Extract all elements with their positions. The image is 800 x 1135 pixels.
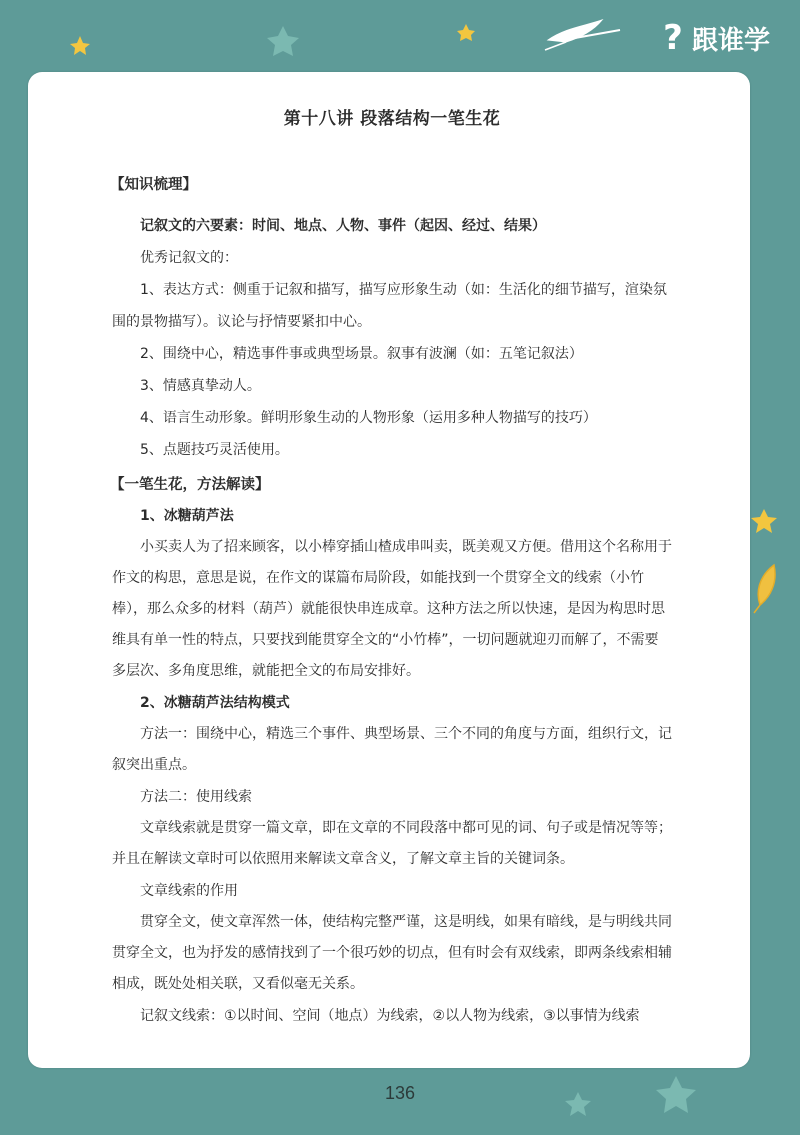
six-elements-line: 记叙文的六要素：时间、地点、人物、事件（起因、经过、结果） bbox=[140, 218, 546, 234]
star-icon bbox=[267, 26, 299, 56]
section-heading-knowledge: 【知识梳理】 bbox=[110, 177, 197, 193]
section-heading-method: 【一笔生花，方法解读】 bbox=[110, 477, 270, 493]
page-title: 第十八讲 段落结构一笔生花 bbox=[283, 109, 501, 129]
top-band bbox=[0, 0, 800, 70]
knowledge-item-2: 2、围绕中心，精选事件事或典型场景。叙事有波澜（如：五笔记叙法） bbox=[140, 346, 583, 362]
knowledge-item-3: 3、情感真挚动人。 bbox=[140, 378, 261, 394]
subheading-method-2: 2、冰糖葫芦法结构模式 bbox=[140, 695, 290, 711]
method-paragraph-1: 小买卖人为了招来顾客，以小棒穿插山楂成串叫卖，既美观又方便。借用这个名称用于作文的构思，意思是说，在作文的谋篇布局阶段，如能找到一个贯穿全文的线索（小竹棒），那么众多的材料（葫芦）就能很快串连成章。这种方法之所以快速，是因为构思时思维具有单一性的特点，只要找到能贯穿全文的“小竹棒”，一切问题就迎刃而解了，不需要多层次、多角度思维，就能把全文的布局安排好。 bbox=[112, 539, 672, 679]
page-number: 136 bbox=[384, 1083, 416, 1103]
knowledge-item-1: 1、表达方式：侧重于记叙和描写，描写应形象生动（如：生活化的细节描写，渲染氛围的景物描写）。议论与抒情要紧扣中心。 bbox=[112, 282, 667, 330]
subheading-method-1: 1、冰糖葫芦法 bbox=[140, 508, 234, 524]
knowledge-item-4: 4、语言生动形象。鲜明形象生动的人物形象（运用多种人物描写的技巧） bbox=[140, 410, 597, 426]
method-paragraph-3: 方法二：使用线索 bbox=[140, 789, 252, 805]
knowledge-item-5: 5、点题技巧灵活使用。 bbox=[140, 442, 289, 458]
page-content bbox=[112, 98, 672, 1032]
method-paragraph-6: 贯穿全文，使文章浑然一体，使结构完整严谨，这是明线，如果有暗线，是与明线共同贯穿全文，也为抒发的感情找到了一个很巧妙的切点，但有时会有双线索，即两条线索相辅相成，既处处相关联，又看似毫无关系。 bbox=[112, 914, 672, 992]
method-paragraph-7: 记叙文线索：①以时间、空间（地点）为线索，②以人物为线索，③以事情为线索 bbox=[140, 1008, 640, 1024]
star-icon bbox=[70, 36, 90, 55]
question-mark-icon: ? bbox=[663, 18, 683, 58]
crane-icon bbox=[545, 20, 620, 50]
feather-icon bbox=[754, 565, 775, 613]
side-decorations bbox=[748, 505, 788, 615]
brand-name: 跟谁学 bbox=[691, 25, 770, 56]
method-paragraph-4: 文章线索就是贯穿一篇文章，即在文章的不同段落中都可见的词、句子或是情况等等；并且在解读文章时可以依照用来解读文章含义，了解文章主旨的关键词条。 bbox=[112, 820, 672, 867]
method-paragraph-5: 文章线索的作用 bbox=[140, 883, 238, 899]
brand-logo bbox=[656, 20, 770, 56]
star-icon bbox=[751, 509, 777, 533]
method-paragraph-2: 方法一：围绕中心，精选三个事件、典型场景、三个不同的角度与方面，组织行文，记叙突出重点。 bbox=[112, 726, 672, 773]
star-icon bbox=[457, 24, 475, 41]
excellent-narrative-line: 优秀记叙文的： bbox=[140, 250, 238, 266]
